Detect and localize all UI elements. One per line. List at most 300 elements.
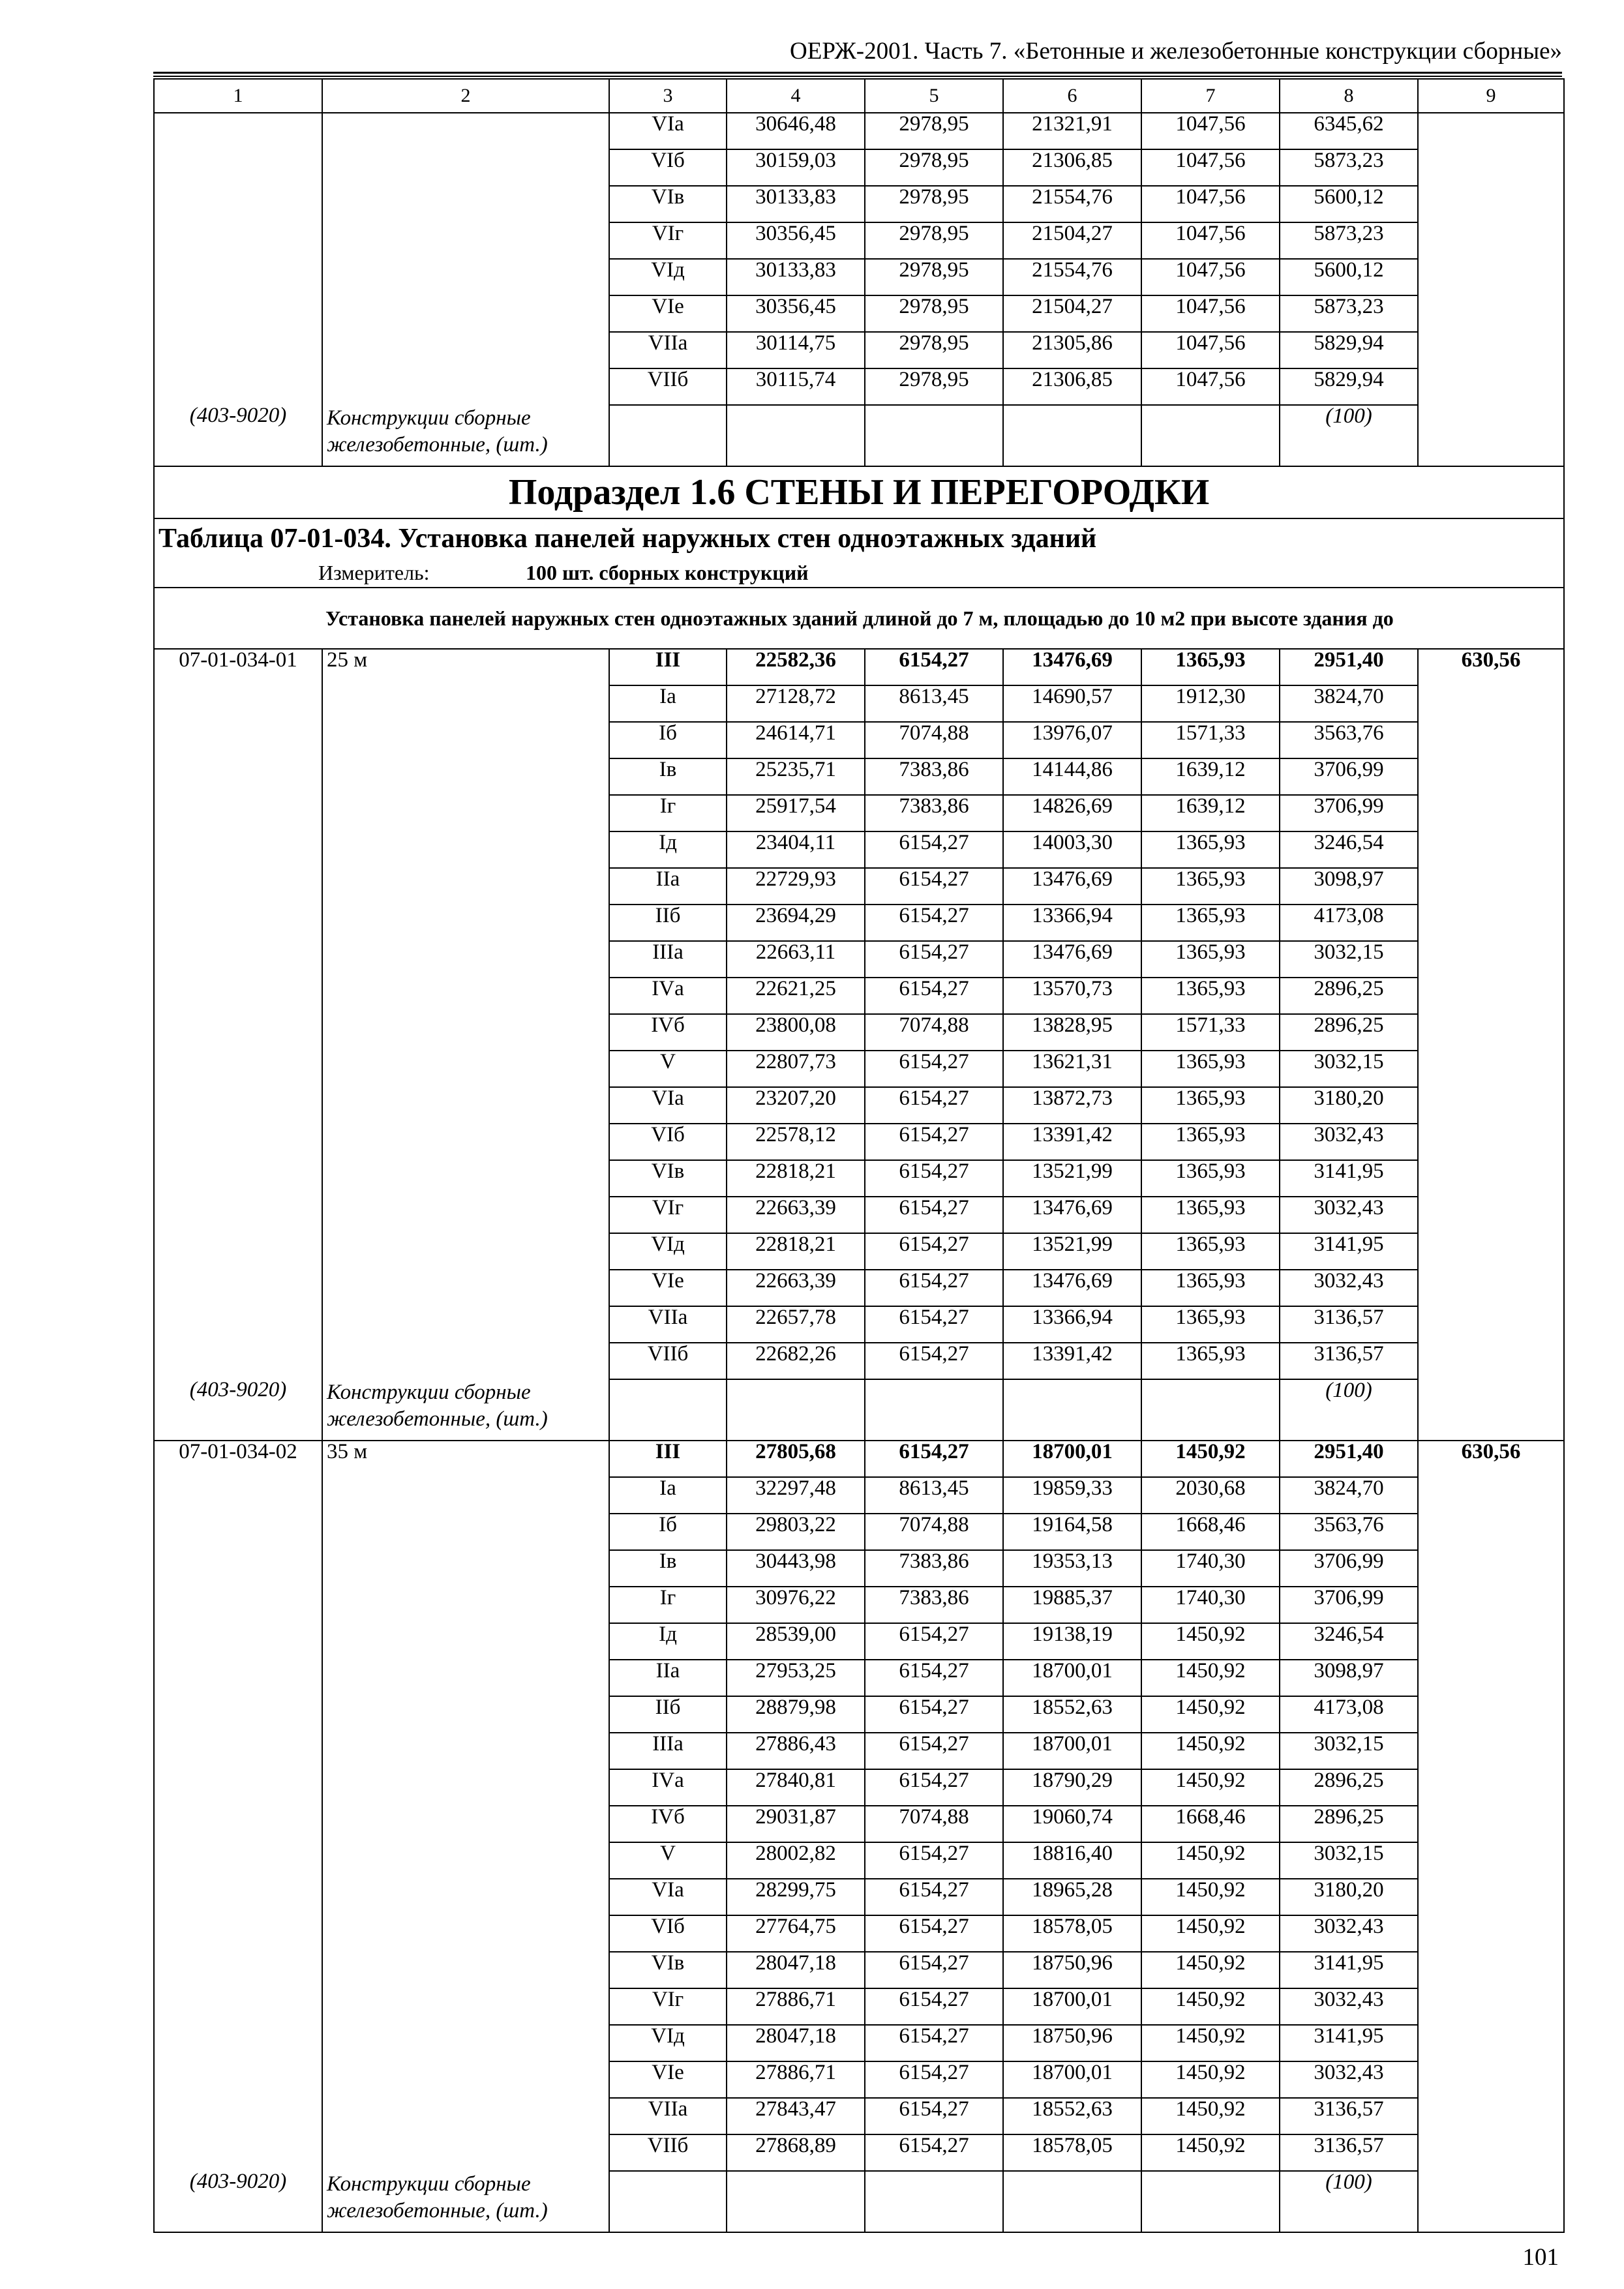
resource-code: (403-9020): [154, 1379, 322, 1441]
table-cell: [322, 1696, 609, 1733]
table-row: [154, 368, 1564, 405]
table-row: [154, 1879, 1564, 1915]
zone-cell: VIв: [609, 1160, 727, 1197]
value-cell: 1571,33: [1141, 1014, 1280, 1051]
value-cell: 1365,93: [1141, 1306, 1280, 1343]
value-cell: 22582,36: [727, 649, 865, 685]
table-cell: [1418, 1879, 1564, 1915]
table-row: [154, 1806, 1564, 1842]
value-cell: 13476,69: [1003, 649, 1141, 685]
table-cell: [322, 868, 609, 905]
page-number: 101: [1522, 2244, 1559, 2271]
table-cell: [322, 1842, 609, 1879]
value-cell: 1450,92: [1141, 1952, 1280, 1988]
resource-name: Конструкции сборные железобетонные, (шт.): [322, 405, 609, 466]
item-name: 35 м: [322, 1441, 609, 1477]
column-number: 7: [1141, 79, 1280, 113]
value-cell: 3706,99: [1280, 1587, 1418, 1623]
table-cell: [322, 905, 609, 941]
table-cell: [322, 831, 609, 868]
value-cell: 25235,71: [727, 758, 865, 795]
value-cell: 1047,56: [1141, 332, 1280, 368]
value-cell: 14826,69: [1003, 795, 1141, 831]
table-cell: [322, 1306, 609, 1343]
value-cell: 6154,27: [865, 1952, 1003, 1988]
value-cell: 21554,76: [1003, 186, 1141, 222]
table-cell: [1418, 149, 1564, 186]
table-cell: [1418, 1915, 1564, 1952]
value-cell: 19138,19: [1003, 1623, 1141, 1660]
value-cell: 3098,97: [1280, 868, 1418, 905]
zone-cell: Iг: [609, 795, 727, 831]
value-cell: 1740,30: [1141, 1587, 1280, 1623]
table-cell: [322, 1806, 609, 1842]
table-cell: [322, 1769, 609, 1806]
column-9-value: 630,56: [1418, 1441, 1564, 1477]
value-cell: 21321,91: [1003, 113, 1141, 149]
table-row: [154, 758, 1564, 795]
table-cell: [322, 1197, 609, 1233]
value-cell: 27840,81: [727, 1769, 865, 1806]
table-row: [154, 722, 1564, 758]
table-cell: [154, 1587, 322, 1623]
value-cell: 27886,71: [727, 1988, 865, 2025]
value-cell: 21305,86: [1003, 332, 1141, 368]
table-cell: [322, 1270, 609, 1306]
value-cell: 6154,27: [865, 1233, 1003, 1270]
value-cell: 13366,94: [1003, 905, 1141, 941]
value-cell: 1639,12: [1141, 795, 1280, 831]
resource-code: (403-9020): [154, 405, 322, 466]
value-cell: 18700,01: [1003, 1988, 1141, 2025]
table-cell: [154, 795, 322, 831]
value-cell: 6154,27: [865, 1160, 1003, 1197]
value-cell: 27886,43: [727, 1733, 865, 1769]
table-row: [154, 795, 1564, 831]
table-cell: [1418, 113, 1564, 149]
value-cell: 3032,15: [1280, 941, 1418, 978]
value-cell: 6154,27: [865, 1915, 1003, 1952]
resource-row: [154, 405, 1564, 466]
value-cell: 21306,85: [1003, 149, 1141, 186]
table-cell: [1418, 368, 1564, 405]
zone-cell: VIIб: [609, 1343, 727, 1379]
value-cell: 6154,27: [865, 1733, 1003, 1769]
table-cell: [322, 1160, 609, 1197]
value-cell: 7074,88: [865, 1014, 1003, 1051]
value-cell: 25917,54: [727, 795, 865, 831]
table-row: [154, 1197, 1564, 1233]
value-cell: 1365,93: [1141, 1270, 1280, 1306]
table-cell: [322, 1124, 609, 1160]
value-cell: 1450,92: [1141, 2025, 1280, 2061]
table-cell: [154, 113, 322, 149]
zone-cell: Iг: [609, 1587, 727, 1623]
value-cell: 2951,40: [1280, 1441, 1418, 1477]
table-cell: [1418, 941, 1564, 978]
table-row: [154, 295, 1564, 332]
value-cell: 6154,27: [865, 1306, 1003, 1343]
table-cell: [322, 2061, 609, 2098]
table-cell: [154, 2061, 322, 2098]
value-cell: 22807,73: [727, 1051, 865, 1087]
value-cell: 8613,45: [865, 1477, 1003, 1514]
table-cell: [727, 405, 865, 466]
value-cell: 22663,11: [727, 941, 865, 978]
value-cell: 23800,08: [727, 1014, 865, 1051]
value-cell: 3824,70: [1280, 685, 1418, 722]
value-cell: 3246,54: [1280, 831, 1418, 868]
value-cell: 1450,92: [1141, 1623, 1280, 1660]
column-number: 3: [609, 79, 727, 113]
table-row: [154, 1660, 1564, 1696]
value-cell: 30159,03: [727, 149, 865, 186]
value-cell: 27128,72: [727, 685, 865, 722]
table-cell: [322, 222, 609, 259]
table-cell: [322, 1233, 609, 1270]
table-cell: [322, 2134, 609, 2171]
value-cell: 13521,99: [1003, 1160, 1141, 1197]
table-cell: [1418, 1233, 1564, 1270]
zone-cell: VIв: [609, 186, 727, 222]
value-cell: 1047,56: [1141, 368, 1280, 405]
value-cell: 2896,25: [1280, 1806, 1418, 1842]
value-cell: 22578,12: [727, 1124, 865, 1160]
item-name: 25 м: [322, 649, 609, 685]
table-cell: [154, 2025, 322, 2061]
value-cell: 3824,70: [1280, 1477, 1418, 1514]
zone-cell: VIе: [609, 1270, 727, 1306]
table-cell: [1418, 1306, 1564, 1343]
table-cell: [154, 1124, 322, 1160]
zone-cell: Iв: [609, 1550, 727, 1587]
value-cell: 6154,27: [865, 2061, 1003, 2098]
value-cell: 1365,93: [1141, 1124, 1280, 1160]
value-cell: 21504,27: [1003, 295, 1141, 332]
value-cell: 27886,71: [727, 2061, 865, 2098]
table-cell: [154, 2134, 322, 2171]
column-number: 1: [154, 79, 322, 113]
table-row: [154, 1014, 1564, 1051]
value-cell: 3563,76: [1280, 1514, 1418, 1550]
value-cell: 2951,40: [1280, 649, 1418, 685]
zone-cell: VIе: [609, 2061, 727, 2098]
value-cell: 28047,18: [727, 1952, 865, 1988]
value-cell: 3141,95: [1280, 1952, 1418, 1988]
table-row: [154, 1623, 1564, 1660]
zone-cell: VIIа: [609, 1306, 727, 1343]
value-cell: 30133,83: [727, 259, 865, 295]
value-cell: 6154,27: [865, 905, 1003, 941]
value-cell: 6154,27: [865, 1696, 1003, 1733]
table-cell: [322, 186, 609, 222]
meter-row-cell: [154, 558, 1564, 588]
table-row: [154, 1915, 1564, 1952]
value-cell: 22663,39: [727, 1197, 865, 1233]
value-cell: 7074,88: [865, 722, 1003, 758]
table-row: [154, 1343, 1564, 1379]
value-cell: 4173,08: [1280, 905, 1418, 941]
table-cell: [154, 259, 322, 295]
table-cell: [727, 2171, 865, 2232]
table-cell: [322, 1879, 609, 1915]
value-cell: 3032,43: [1280, 1270, 1418, 1306]
value-cell: 5829,94: [1280, 368, 1418, 405]
zone-cell: VIе: [609, 295, 727, 332]
table-cell: [1418, 1660, 1564, 1696]
value-cell: 18750,96: [1003, 2025, 1141, 2061]
item-code: 07-01-034-02: [154, 1441, 322, 1477]
table-cell: [154, 1306, 322, 1343]
zone-cell: IIб: [609, 1696, 727, 1733]
value-cell: 13476,69: [1003, 941, 1141, 978]
value-cell: 1912,30: [1141, 685, 1280, 722]
value-cell: 1668,46: [1141, 1514, 1280, 1550]
table-cell: [1418, 868, 1564, 905]
header-rule: [153, 72, 1562, 74]
table-row: [154, 2098, 1564, 2134]
table-row: [154, 186, 1564, 222]
table-cell: [1418, 1087, 1564, 1124]
table-cell: [154, 1879, 322, 1915]
value-cell: 3136,57: [1280, 1306, 1418, 1343]
zone-cell: IIIа: [609, 941, 727, 978]
table-cell: [1418, 2061, 1564, 2098]
value-cell: 13570,73: [1003, 978, 1141, 1014]
value-cell: 22663,39: [727, 1270, 865, 1306]
table-cell: [322, 722, 609, 758]
zone-cell: Iд: [609, 831, 727, 868]
table-row: [154, 1733, 1564, 1769]
value-cell: 13521,99: [1003, 1233, 1141, 1270]
table-cell: [1418, 1124, 1564, 1160]
table-cell: [322, 1623, 609, 1660]
value-cell: 18700,01: [1003, 1733, 1141, 1769]
table-cell: [322, 1087, 609, 1124]
table-cell: [154, 1623, 322, 1660]
table-row: [154, 685, 1564, 722]
value-cell: 18552,63: [1003, 2098, 1141, 2134]
value-cell: 6154,27: [865, 941, 1003, 978]
table-cell: [322, 2098, 609, 2134]
zone-cell: IIб: [609, 905, 727, 941]
table-cell: [322, 978, 609, 1014]
value-cell: 6345,62: [1280, 113, 1418, 149]
table-cell: [609, 2171, 727, 2232]
value-cell: 18750,96: [1003, 1952, 1141, 1988]
table-cell: [154, 831, 322, 868]
value-cell: 1450,92: [1141, 1988, 1280, 2025]
table-row: [154, 2061, 1564, 2098]
zone-cell: Iд: [609, 1623, 727, 1660]
table-cell: [1003, 1379, 1141, 1441]
value-cell: 27953,25: [727, 1660, 865, 1696]
table-cell: [1418, 2025, 1564, 2061]
table-cell: [322, 1988, 609, 2025]
value-cell: 18578,05: [1003, 2134, 1141, 2171]
table-row: [154, 2025, 1564, 2061]
table-cell: [1141, 405, 1280, 466]
value-cell: 4173,08: [1280, 1696, 1418, 1733]
value-cell: 18965,28: [1003, 1879, 1141, 1915]
value-cell: 18790,29: [1003, 1769, 1141, 1806]
table-row: [154, 1477, 1564, 1514]
table-cell: [154, 1514, 322, 1550]
value-cell: 1365,93: [1141, 905, 1280, 941]
zone-cell: VIа: [609, 1087, 727, 1124]
value-cell: 3098,97: [1280, 1660, 1418, 1696]
value-cell: 1365,93: [1141, 978, 1280, 1014]
value-cell: 28002,82: [727, 1842, 865, 1879]
table-cell: [154, 1270, 322, 1306]
value-cell: 18700,01: [1003, 1441, 1141, 1477]
value-cell: 3141,95: [1280, 2025, 1418, 2061]
resource-name: Конструкции сборные железобетонные, (шт.): [322, 1379, 609, 1441]
value-cell: 30115,74: [727, 368, 865, 405]
table-cell: [1418, 295, 1564, 332]
value-cell: 3032,43: [1280, 1124, 1418, 1160]
value-cell: 6154,27: [865, 1842, 1003, 1879]
value-cell: 1365,93: [1141, 1051, 1280, 1087]
value-cell: 3141,95: [1280, 1233, 1418, 1270]
table-cell: [609, 405, 727, 466]
table-cell: [1418, 1343, 1564, 1379]
description: [154, 588, 1564, 649]
value-cell: 1047,56: [1141, 113, 1280, 149]
value-cell: 6154,27: [865, 1879, 1003, 1915]
table-cell: [1418, 259, 1564, 295]
value-cell: 27764,75: [727, 1915, 865, 1952]
value-cell: 23207,20: [727, 1087, 865, 1124]
table-cell: [154, 222, 322, 259]
value-cell: 6154,27: [865, 868, 1003, 905]
zone-cell: V: [609, 1051, 727, 1087]
table-row: [154, 113, 1564, 149]
table-cell: [1418, 905, 1564, 941]
table-cell: [154, 868, 322, 905]
item-code: 07-01-034-01: [154, 649, 322, 685]
value-cell: 3706,99: [1280, 795, 1418, 831]
table-cell: [154, 1696, 322, 1733]
value-cell: 7383,86: [865, 795, 1003, 831]
table-row: [154, 941, 1564, 978]
table-cell: [322, 1587, 609, 1623]
column-9-value: 630,56: [1418, 649, 1564, 685]
section-title: [154, 466, 1564, 518]
zone-cell: VIг: [609, 1197, 727, 1233]
value-cell: 13476,69: [1003, 1197, 1141, 1233]
table-cell: [1418, 2171, 1564, 2232]
value-cell: 6154,27: [865, 1660, 1003, 1696]
table-cell: [865, 405, 1003, 466]
column-number-row: [154, 79, 1564, 113]
table-row: [154, 149, 1564, 186]
value-cell: 6154,27: [865, 1623, 1003, 1660]
table-cell: [322, 149, 609, 186]
table-cell: [322, 1343, 609, 1379]
value-cell: 1047,56: [1141, 149, 1280, 186]
value-cell: 1450,92: [1141, 2134, 1280, 2171]
value-cell: 1365,93: [1141, 1087, 1280, 1124]
value-cell: 1365,93: [1141, 1233, 1280, 1270]
value-cell: 6154,27: [865, 978, 1003, 1014]
value-cell: 18552,63: [1003, 1696, 1141, 1733]
value-cell: 28047,18: [727, 2025, 865, 2061]
value-cell: 22818,21: [727, 1233, 865, 1270]
table-cell: [1418, 222, 1564, 259]
table-cell: [322, 2025, 609, 2061]
table-cell: [1418, 685, 1564, 722]
value-cell: 3563,76: [1280, 722, 1418, 758]
zone-cell: VIIб: [609, 368, 727, 405]
table-row: [154, 831, 1564, 868]
table-cell: [1418, 1477, 1564, 1514]
value-cell: 7074,88: [865, 1806, 1003, 1842]
table-cell: [154, 149, 322, 186]
table-cell: [154, 1988, 322, 2025]
table-cell: [1418, 722, 1564, 758]
value-cell: 2978,95: [865, 295, 1003, 332]
table-cell: [154, 1952, 322, 1988]
value-cell: 19353,13: [1003, 1550, 1141, 1587]
value-cell: 3032,43: [1280, 1988, 1418, 2025]
table-cell: [322, 1014, 609, 1051]
value-cell: 2978,95: [865, 149, 1003, 186]
table-cell: [154, 722, 322, 758]
table-cell: [1418, 795, 1564, 831]
table-cell: [154, 1660, 322, 1696]
table-row: [154, 1988, 1564, 2025]
table-cell: [154, 1014, 322, 1051]
table-cell: [322, 1733, 609, 1769]
zone-cell: VIд: [609, 259, 727, 295]
zone-cell: VIб: [609, 1915, 727, 1952]
zone-cell: Iа: [609, 1477, 727, 1514]
value-cell: 3706,99: [1280, 1550, 1418, 1587]
value-cell: 2896,25: [1280, 1014, 1418, 1051]
table-cell: [1418, 1623, 1564, 1660]
value-cell: 2978,95: [865, 332, 1003, 368]
value-cell: 1450,92: [1141, 1733, 1280, 1769]
value-cell: 6154,27: [865, 1197, 1003, 1233]
table-row: [154, 1441, 1564, 1477]
value-cell: 7383,86: [865, 1550, 1003, 1587]
value-cell: 6154,27: [865, 1051, 1003, 1087]
value-cell: 1365,93: [1141, 1197, 1280, 1233]
table-cell: [1418, 2134, 1564, 2171]
value-cell: 3136,57: [1280, 2134, 1418, 2171]
value-cell: 3032,43: [1280, 1197, 1418, 1233]
value-cell: 22682,26: [727, 1343, 865, 1379]
table-cell: [609, 1379, 727, 1441]
value-cell: 30356,45: [727, 222, 865, 259]
value-cell: 28539,00: [727, 1623, 865, 1660]
zone-cell: IVб: [609, 1014, 727, 1051]
table-cell: [154, 685, 322, 722]
resource-code: (403-9020): [154, 2171, 322, 2232]
section-title-cell: Подраздел 1.6 СТЕНЫ И ПЕРЕГОРОДКИ: [154, 466, 1564, 518]
table-cell: [322, 1550, 609, 1587]
value-cell: 1450,92: [1141, 2098, 1280, 2134]
table-row: [154, 868, 1564, 905]
table-cell: [1418, 2098, 1564, 2134]
table-cell: [154, 978, 322, 1014]
table-cell: [154, 758, 322, 795]
value-cell: 6154,27: [865, 2134, 1003, 2171]
value-cell: 30356,45: [727, 295, 865, 332]
zone-cell: VIIа: [609, 2098, 727, 2134]
table-cell: [154, 2098, 322, 2134]
